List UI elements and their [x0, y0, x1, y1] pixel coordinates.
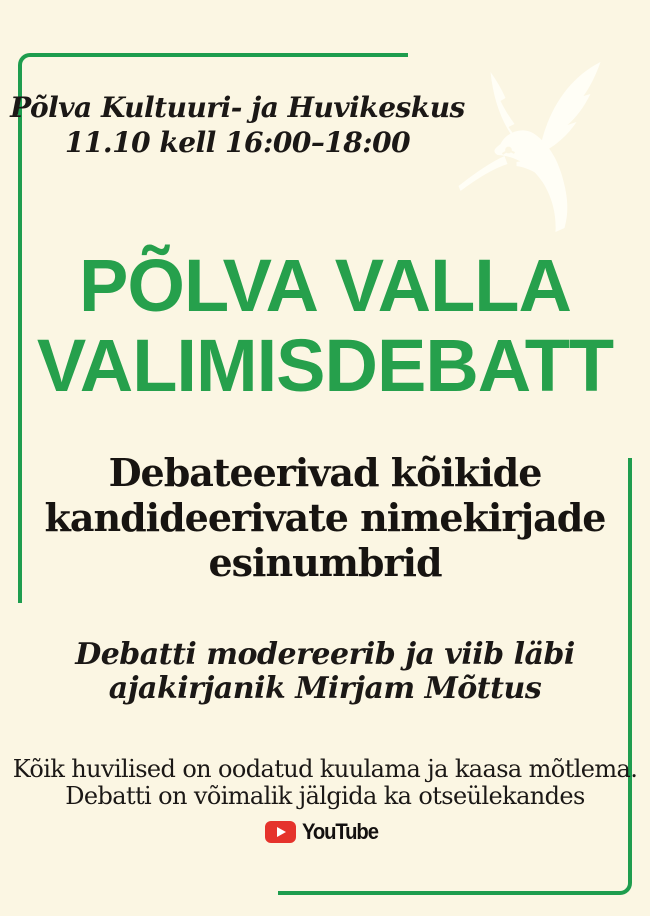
- audience-note-line-1: Kõik huvilised on oodatud kuulama ja kaasa mõtlema.: [12, 755, 638, 783]
- venue-name: Põlva Kultuuri- ja Huvikeskus: [10, 91, 465, 124]
- moderator-note: [0, 638, 650, 706]
- youtube-logo: [0, 819, 650, 845]
- event-header: [10, 90, 465, 160]
- poster-title-line-1: PÕLVA VALLA: [79, 244, 571, 327]
- debate-description: [0, 450, 650, 585]
- moderator-note-line-1: Debatti modereerib ja viib läbi: [75, 637, 575, 672]
- debate-description-line-3: esinumbrid: [208, 540, 442, 585]
- youtube-wordmark: YouTube: [302, 819, 379, 844]
- poster-title-line-2: VALIMISDEBATT: [36, 324, 614, 407]
- debate-description-line-2: kandideerivate nimekirjade: [44, 495, 606, 540]
- event-datetime: 11.10 kell 16:00–18:00: [64, 126, 411, 159]
- youtube-play-icon: [265, 821, 296, 843]
- poster-title: [0, 246, 650, 406]
- play-triangle-icon: [277, 827, 286, 837]
- debate-description-line-1: Debateerivad kõikide: [108, 450, 542, 495]
- moderator-note-line-2: ajakirjanik Mirjam Mõttus: [108, 671, 542, 706]
- audience-note: [0, 756, 650, 810]
- audience-note-line-2: Debatti on võimalik jälgida ka otseülekandes: [65, 782, 585, 810]
- hummingbird-icon: [440, 58, 645, 238]
